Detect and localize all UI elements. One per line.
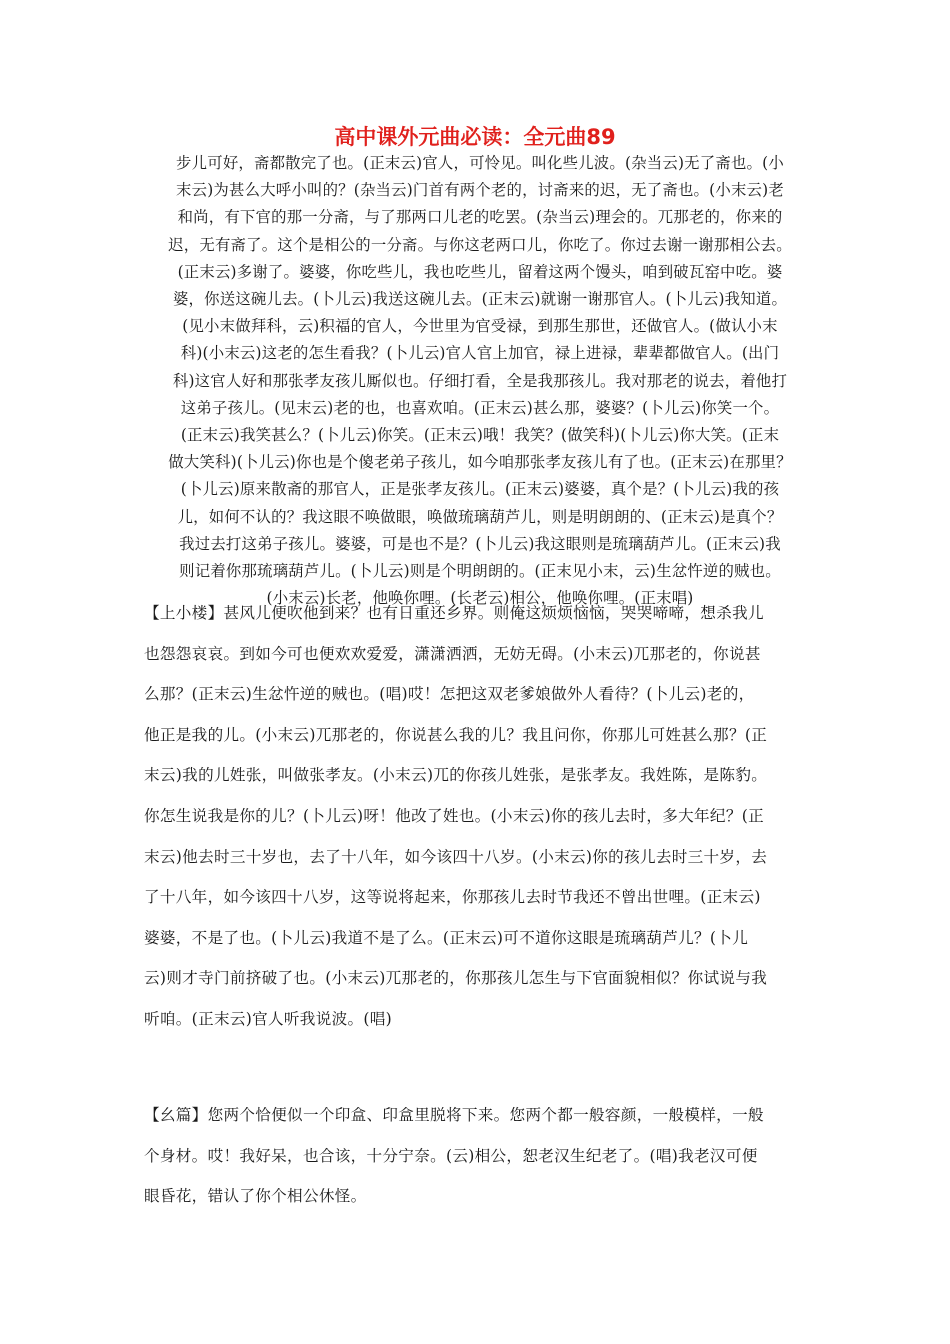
- text-line: 步儿可好，斋都散完了也。(正末云)官人，可怜见。叫化些儿波。(杂当云)无了斋也。(小: [176, 154, 784, 172]
- text-line: 他正是我的儿。(小末云)兀那老的，你说甚么我的儿？我且问你，你那儿可姓甚么那？(正: [144, 725, 768, 744]
- text-line: 末云)他去时三十岁也，去了十八年，如今该四十八岁。(小末云)你的孩儿去时三十岁，去: [144, 847, 768, 866]
- page-title: 高中课外元曲必读：全元曲89: [334, 125, 616, 149]
- text-line: 则记着你那琉璃葫芦儿。(卜儿云)则是个明朗朗的。(正末见小末，云)生忿忤逆的贼也。: [179, 562, 781, 581]
- text-line: (正末云)我笑甚么？(卜儿云)你笑。(正末云)哦！我笑？(做笑科)(卜儿云)你大笑。(正末: [180, 426, 780, 445]
- text-line: 婆，你送这碗儿去。(卜儿云)我送这碗儿去。(正末云)就谢一谢那官人。(卜儿云)我知道。: [172, 290, 788, 309]
- text-line: (正末云)多谢了。婆婆，你吃些儿，我也吃些儿，留着这两个馒头，咱到破瓦窑中吃。婆: [177, 262, 783, 281]
- text-line: 听咱。(正末云)官人听我说波。(唱): [144, 1009, 393, 1028]
- text-line: 么那？(正末云)生忿忤逆的贼也。(唱)哎！怎把这双老爹娘做外人看待？(卜儿云)老的，: [144, 685, 755, 704]
- text-line: 科)这官人好和那张孝友孩儿厮似也。仔细打看，全是我那孩儿。我对那老的说去，着他打: [172, 371, 788, 390]
- text-line: 【上小楼】甚风儿便吹他到来？也有日重还乡界。则俺这烦烦恼恼，哭哭啼啼，想杀我儿: [144, 604, 764, 622]
- text-line: 云)则才寺门前挤破了也。(小末云)兀那老的，你那孩儿怎生与下官面貌相似？你试说与我: [144, 969, 768, 988]
- text-line: 和尚，有下官的那一分斋，与了那两口儿老的吃罢。(杂当云)理会的。兀那老的，你来的: [177, 208, 783, 227]
- text-line: (见小末做拜科，云)积福的官人，今世里为官受禄，到那生那世，还做官人。(做认小末: [182, 317, 778, 336]
- text-line: (小末云)长老，他唤你哩。(长老云)相公，他唤你哩。(正末唱): [266, 589, 694, 608]
- text-line: 眼昏花，错认了你个相公休怪。: [144, 1187, 367, 1206]
- paragraph-shang-xiao-lou: [144, 593, 816, 1040]
- text-line: 做大笑科)(卜儿云)你也是个傻老弟子孩儿，如今咱那张孝友孩儿有了也。(正末云)在那里？: [168, 453, 792, 472]
- text-line: 科)(小末云)这老的怎生看我？(卜儿云)官人官上加官，禄上进禄，辈辈都做官人。(出门: [180, 344, 780, 363]
- text-line: 末云)我的儿姓张，叫做张孝友。(小末云)兀的你孩儿姓张，是张孝友。我姓陈，是陈豹。: [144, 766, 768, 785]
- text-line: 你怎生说我是你的儿？(卜儿云)呀！他改了姓也。(小末云)你的孩儿去时，多大年纪？(正: [144, 806, 764, 825]
- text-line: 【幺篇】您两个恰便似一个印盒、印盒里脱将下来。您两个都一般容颜，一般模样，一般: [144, 1106, 764, 1124]
- text-line: 迟，无有斋了。这个是相公的一分斋。与你这老两口儿，你吃了。你过去谢一谢那相公去。: [168, 235, 792, 254]
- text-line: (卜儿云)原来散斋的那官人，正是张孝友孩儿。(正末云)婆婆，真个是？(卜儿云)我的孩: [180, 480, 780, 499]
- text-line: 个身材。哎！我好呆，也合该，十分宁奈。(云)相公，恕老汉生纪老了。(唱)我老汉可便: [144, 1146, 758, 1165]
- text-line: 末云)为甚么大呼小叫的？(杂当云)门首有两个老的，讨斋来的迟，无了斋也。(小末云)老: [176, 181, 784, 200]
- text-line: 了十八年，如今该四十八岁，这等说将起来，你那孩儿去时节我还不曾出世哩。(正末云): [144, 888, 761, 907]
- intro-block: [138, 150, 822, 612]
- paragraph-yao-pian: [144, 1095, 816, 1217]
- text-line: 也怨怨哀哀。到如今可也便欢欢爱爱，潇潇洒洒，无妨无碍。(小末云)兀那老的，你说甚: [144, 644, 761, 663]
- text-line: 我过去打这弟子孩儿。婆婆，可是也不是？(卜儿云)我这眼则是琉璃葫芦儿。(正末云)我: [179, 534, 781, 553]
- text-line: 婆婆，不是了也。(卜儿云)我道不是了么。(正末云)可不道你这眼是琉璃葫芦儿？(卜儿: [144, 928, 749, 947]
- text-line: 这弟子孩儿。(见末云)老的也，也喜欢咱。(正末云)甚么那，婆婆？(卜儿云)你笑一个。: [180, 398, 780, 417]
- text-line: 儿，如何不认的？我这眼不唤做眼，唤做琉璃葫芦儿，则是明朗朗的、(正末云)是真个？: [177, 507, 783, 526]
